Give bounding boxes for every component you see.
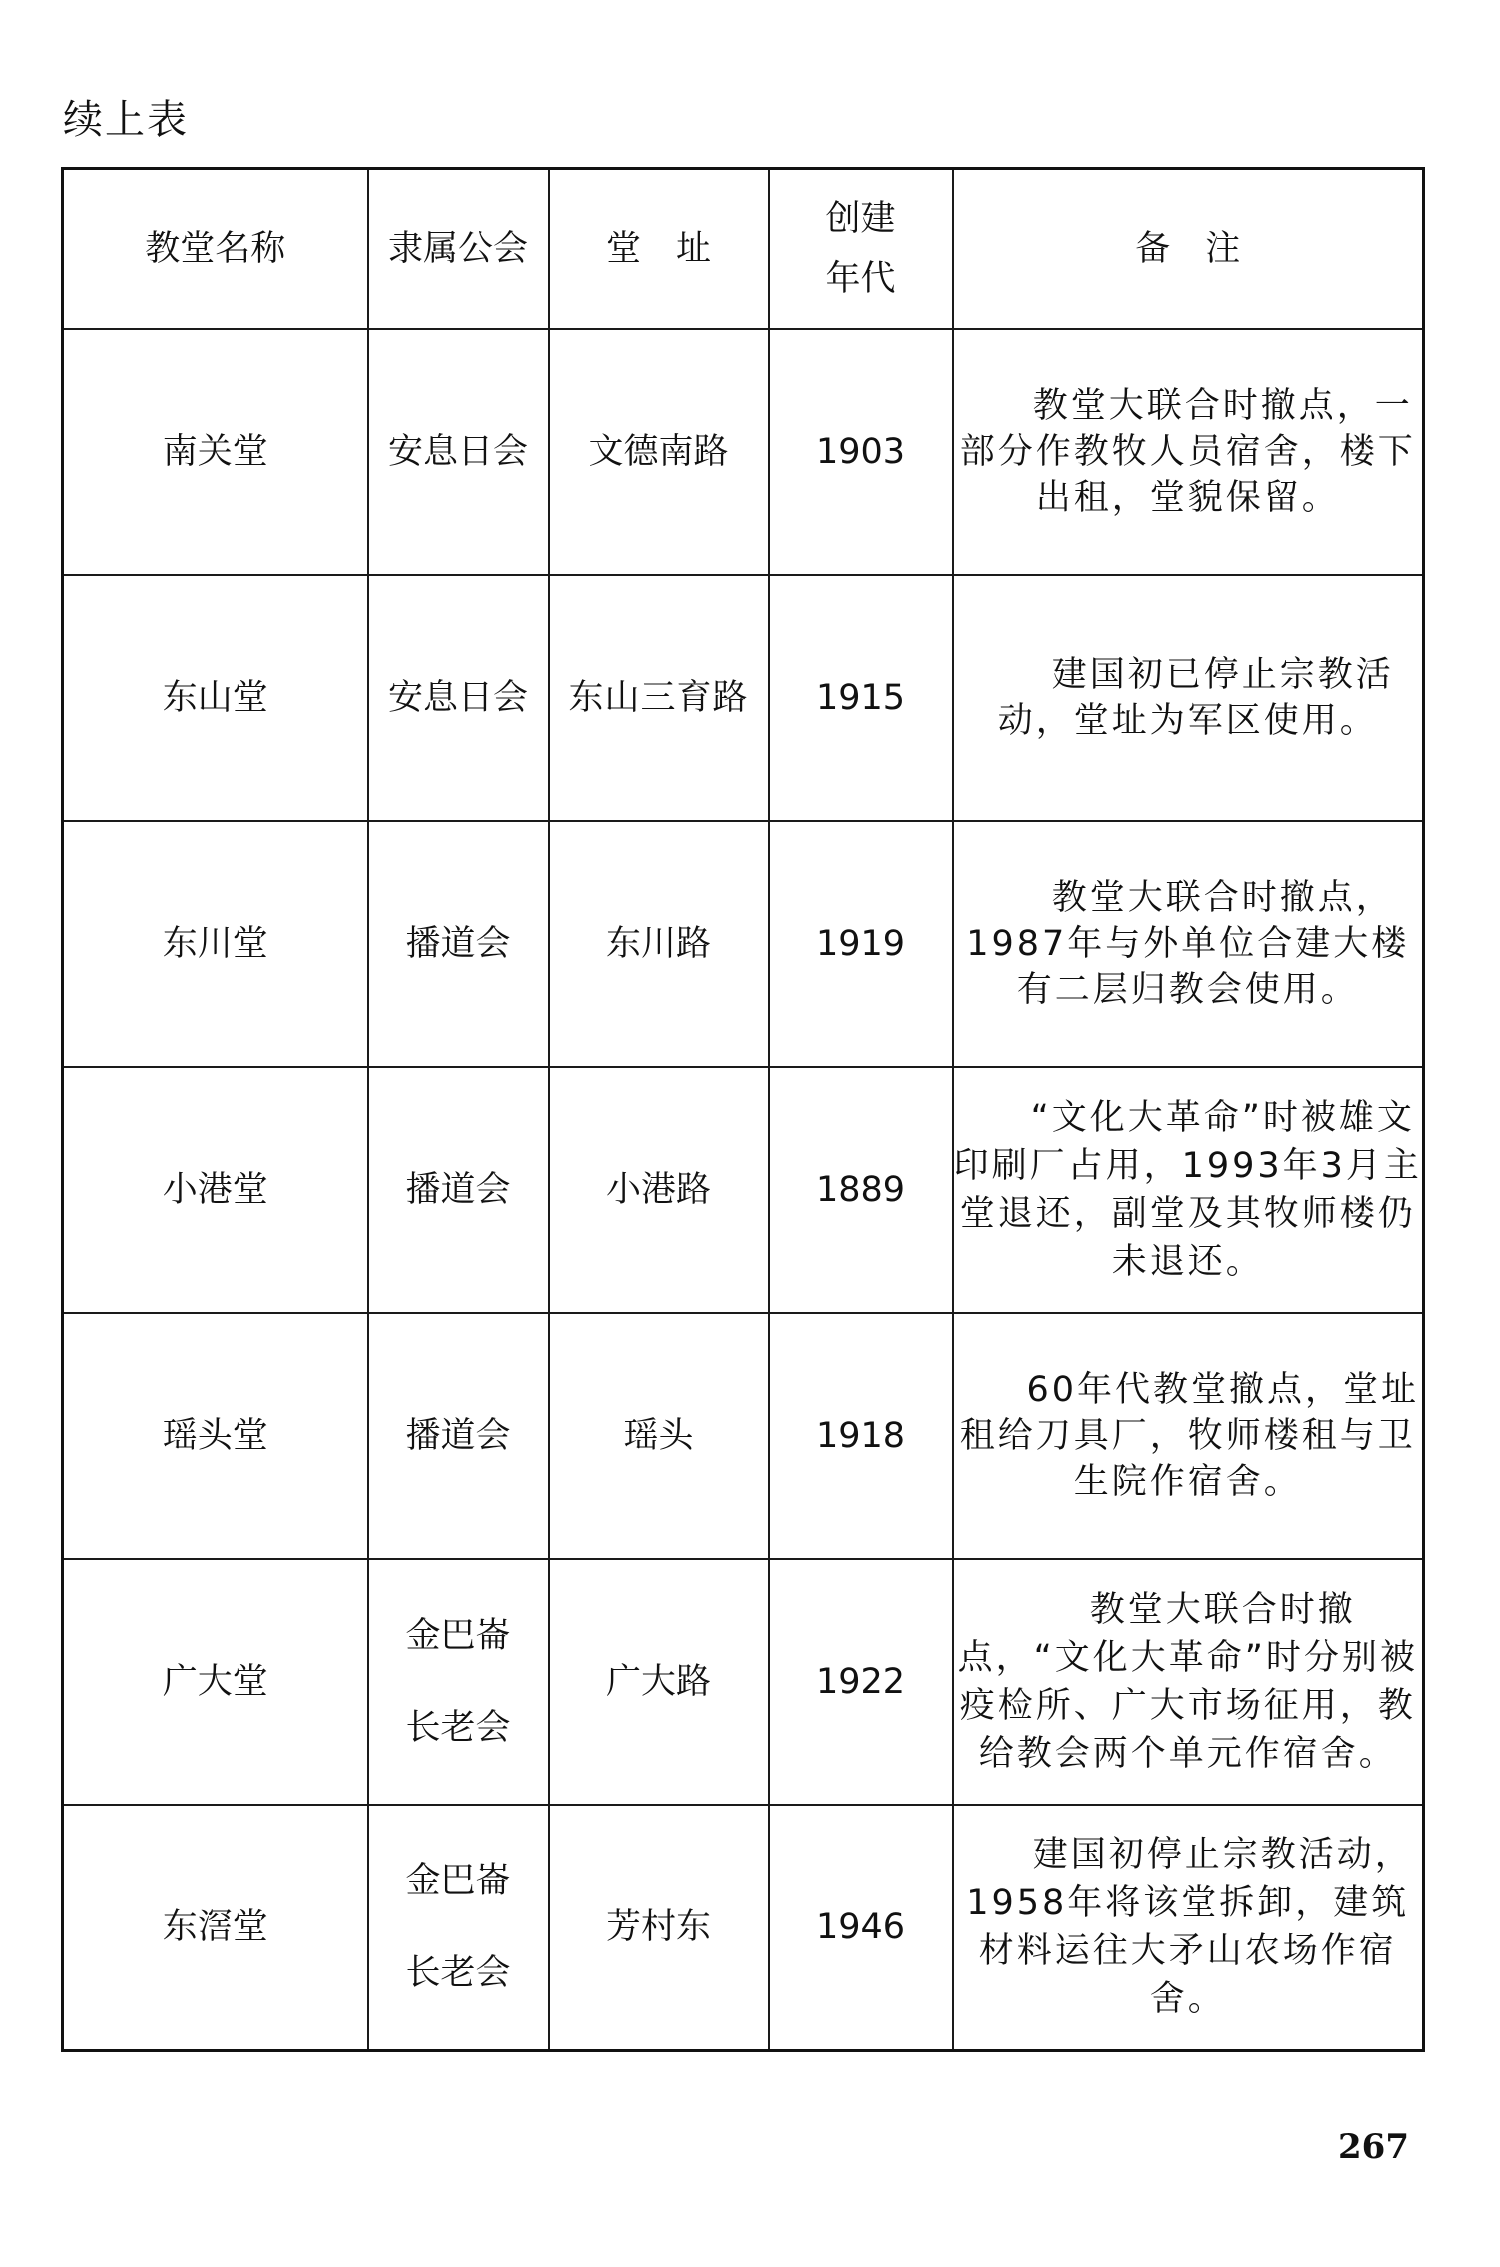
table-caption: 续上表 [63,97,189,143]
cell-year: 1903 [769,329,953,575]
cell-note [953,821,1424,1067]
cell-address: 广大路 [549,1559,769,1805]
table-row [63,1067,1424,1313]
cell-year: 1922 [769,1559,953,1805]
table-row [63,1559,1424,1805]
cell-association: 安息日会 [368,329,549,575]
association-line2: 长老会 [405,1707,511,1748]
header-association: 隶属公会 [368,169,549,329]
cell-note [953,1313,1424,1559]
cell-note [953,1559,1424,1805]
note-text: “文化大革命”时被雄文印刷厂占用，1993年3月主堂退还，副堂及其牧师楼仍未退还。 [953,1097,1422,1282]
association-line1: 金巴崙 [405,1615,511,1656]
page-number: 267 [1338,2127,1409,2167]
cell-year: 1889 [769,1067,953,1313]
cell-year: 1915 [769,575,953,821]
cell-association [368,1805,549,2051]
note-text: 教堂大联合时撤点，一部分作教牧人员宿舍，楼下出租，堂貌保留。 [959,385,1416,518]
cell-association [368,1559,549,1805]
header-address: 堂 址 [549,169,769,329]
cell-address: 东川路 [549,821,769,1067]
cell-address: 文德南路 [549,329,769,575]
cell-note [953,1805,1424,2051]
cell-year: 1918 [769,1313,953,1559]
cell-church-name: 东川堂 [63,821,368,1067]
cell-address: 小港路 [549,1067,769,1313]
note-text: 60年代教堂撤点，堂址租给刀具厂，牧师楼租与卫生院作宿舍。 [959,1369,1420,1502]
table-header-row [63,169,1424,329]
header-year-line1: 创建 [825,198,896,239]
table-row [63,329,1424,575]
cell-address: 东山三育路 [549,575,769,821]
cell-association: 播道会 [368,1313,549,1559]
table-row [63,821,1424,1067]
cell-church-name: 广大堂 [63,1559,368,1805]
table-row [63,1313,1424,1559]
church-table [61,167,1425,2052]
cell-church-name: 瑶头堂 [63,1313,368,1559]
header-founded-year [769,169,953,329]
note-text: 教堂大联合时撤点，1987年与外单位合建大楼有二层归教会使用。 [966,877,1410,1010]
association-line1: 金巴崙 [405,1861,511,1902]
header-year-line2: 年代 [825,258,896,299]
cell-address: 芳村东 [549,1805,769,2051]
note-text: 建国初停止宗教活动，1958年将该堂拆卸，建筑材料运往大矛山农场作宿舍。 [966,1835,1413,2020]
header-note: 备 注 [953,169,1424,329]
cell-church-name: 南关堂 [63,329,368,575]
cell-note [953,1067,1424,1313]
cell-church-name: 东山堂 [63,575,368,821]
cell-association: 播道会 [368,821,549,1067]
cell-year: 1946 [769,1805,953,2051]
table-row [63,575,1424,821]
cell-church-name: 东滘堂 [63,1805,368,2051]
note-text: 建国初已停止宗教活动，堂址为军区使用。 [997,654,1394,741]
cell-address: 瑶头 [549,1313,769,1559]
note-text: 教堂大联合时撤点，“文化大革命”时分别被疫检所、广大市场征用，教给教会两个单元作宿舍。 [957,1589,1418,1774]
cell-association: 安息日会 [368,575,549,821]
table-row [63,1805,1424,2051]
association-line2: 长老会 [405,1953,511,1994]
cell-year: 1919 [769,821,953,1067]
cell-note [953,329,1424,575]
header-church-name: 教堂名称 [63,169,368,329]
cell-association: 播道会 [368,1067,549,1313]
cell-church-name: 小港堂 [63,1067,368,1313]
cell-note [953,575,1424,821]
